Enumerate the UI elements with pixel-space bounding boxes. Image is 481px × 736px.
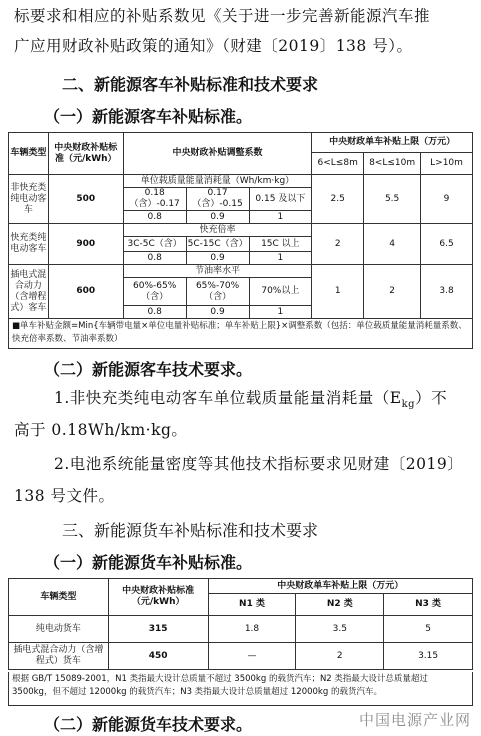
row1-cap-2: 5.5	[364, 175, 421, 224]
row2-cap-1: 2	[312, 224, 364, 265]
row2-range-3: 15C 以上	[249, 237, 312, 252]
row1-coef-3: 1	[249, 211, 312, 224]
row1-range-2: 0.17（含）-0.15	[186, 188, 249, 211]
truck-cap-col-1: N1 类	[208, 594, 296, 616]
truck-row2-cap-2: 2	[296, 643, 384, 670]
bus-tech-p1-line-1	[54, 388, 473, 415]
row2-type: 快充类纯电动客车	[9, 224, 49, 265]
row3-coef-3: 1	[249, 306, 312, 319]
truck-row1-rate: 315	[108, 616, 208, 643]
truck-header-rate: 中央财政补贴标准（元/kWh）	[108, 579, 208, 616]
row3-cap-1: 1	[312, 265, 364, 319]
bus-subsidy-table	[8, 132, 473, 319]
truck-tech-title: （二）新能源货车技术要求。	[44, 715, 253, 734]
row3-cap-3: 3.8	[421, 265, 473, 319]
section-2-title: 二、新能源客车补贴标准和技术要求	[62, 75, 319, 94]
truck-subsidy-table	[8, 578, 473, 670]
row1-range-3: 0.15 及以下	[249, 188, 312, 211]
truck-row2-type: 插电式混合动力（含增程式）货车	[9, 643, 109, 670]
header-central-rate: 中央财政补贴标准（元/kWh）	[48, 133, 123, 175]
row3-range-3: 70%以上	[249, 278, 312, 306]
ekg-subscript: kg	[401, 399, 416, 411]
truck-row1-cap-1: 1.8	[208, 616, 296, 643]
row1-coef-2: 0.9	[186, 211, 249, 224]
truck-header-cap: 中央财政单车补贴上限（万元）	[208, 579, 472, 594]
truck-standard-title: （一）新能源货车补贴标准。	[44, 553, 253, 572]
bus-tech-p2-line-2: 138 号文件。	[14, 487, 115, 505]
truck-row1-cap-2: 3.5	[296, 616, 384, 643]
row3-range-1: 60%-65%（含）	[123, 278, 186, 306]
header-adjust-coef: 中央财政补贴调整系数	[123, 133, 312, 175]
bus-tech-title: （二）新能源客车技术要求。	[44, 360, 253, 379]
row2-range-1: 3C-5C（含）	[123, 237, 186, 252]
row2-coef-3: 1	[249, 252, 312, 265]
header-vehicle-type: 车辆类型	[9, 133, 49, 175]
row1-type: 非快充类纯电动客车	[9, 175, 49, 224]
row3-rate: 600	[48, 265, 123, 319]
truck-row2-rate: 450	[108, 643, 208, 670]
header-subsidy-cap: 中央财政单车补贴上限（万元）	[312, 133, 473, 153]
truck-header-type: 车辆类型	[9, 579, 109, 616]
bus-tech-p1-line-2: 高于 0.18Wh/km·kg。	[14, 421, 188, 439]
row1-rate: 500	[48, 175, 123, 224]
truck-cap-col-3: N3 类	[384, 594, 473, 616]
row2-cap-3: 6.5	[421, 224, 473, 265]
intro-line-2: 广应用财政补贴政策的通知》（财建〔2019〕138 号）。	[14, 37, 413, 55]
truck-cap-col-2: N2 类	[296, 594, 384, 616]
truck-row2-cap-1: —	[208, 643, 296, 670]
row1-cap-1: 2.5	[312, 175, 364, 224]
row1-coef-1: 0.8	[123, 211, 186, 224]
row3-param: 节油率水平	[123, 265, 312, 278]
truck-row1-cap-3: 5	[384, 616, 473, 643]
cap-col-1: 6<L≤8m	[312, 153, 364, 175]
bus-tech-p2-line-1: 2.电池系统能量密度等其他技术指标要求见财建〔2019〕	[54, 455, 464, 473]
truck-table-note: 根据 GB/T 15089-2001，N1 类指最大设计总质量不超过 3500kg 的载货汽车；N2 类指最大设计总质量超过 3500kg，但不超过 12000kg 的载货汽车；N3 类指最大设计总质量超过 12000kg 的载货汽车。	[8, 672, 473, 706]
bus-table-note: ■单车补贴金额=Min{车辆带电量×单位电量补贴标准；单车补贴上限}×调整系数（包括：单位载质量能量消耗量系数、快充倍率系数、节油率系数）	[8, 319, 473, 349]
bus-tech-p1-text: 1.非快充类纯电动客车单位载质量能量消耗量（E	[54, 389, 402, 407]
cap-col-2: 8<L≤10m	[364, 153, 421, 175]
bus-standard-title: （一）新能源客车补贴标准。	[44, 107, 253, 126]
watermark-text: 中国电源产业网	[358, 711, 471, 729]
row3-range-2: 65%-70%（含）	[186, 278, 249, 306]
row2-range-2: 5C-15C（含）	[186, 237, 249, 252]
row3-cap-2: 2	[364, 265, 421, 319]
row1-range-1: 0.18（含）-0.17	[123, 188, 186, 211]
truck-row1-type: 纯电动货车	[9, 616, 109, 643]
row2-param: 快充倍率	[123, 224, 312, 237]
row2-cap-2: 4	[364, 224, 421, 265]
truck-row2-cap-3: 3.15	[384, 643, 473, 670]
row3-coef-1: 0.8	[123, 306, 186, 319]
section-3-title: 三、新能源货车补贴标准和技术要求	[62, 521, 319, 540]
row3-coef-2: 0.9	[186, 306, 249, 319]
row1-cap-3: 9	[421, 175, 473, 224]
row2-coef-1: 0.8	[123, 252, 186, 265]
bus-tech-p1-tail: ）不	[415, 389, 448, 407]
row2-rate: 900	[48, 224, 123, 265]
row1-param: 单位载质量能量消耗量（Wh/km·kg）	[123, 175, 312, 188]
row3-type: 插电式混合动力（含增程式）客车	[9, 265, 49, 319]
intro-line-1: 标要求和相应的补贴系数见《关于进一步完善新能源汽车推	[14, 7, 431, 25]
cap-col-3: L>10m	[421, 153, 473, 175]
row2-coef-2: 0.9	[186, 252, 249, 265]
